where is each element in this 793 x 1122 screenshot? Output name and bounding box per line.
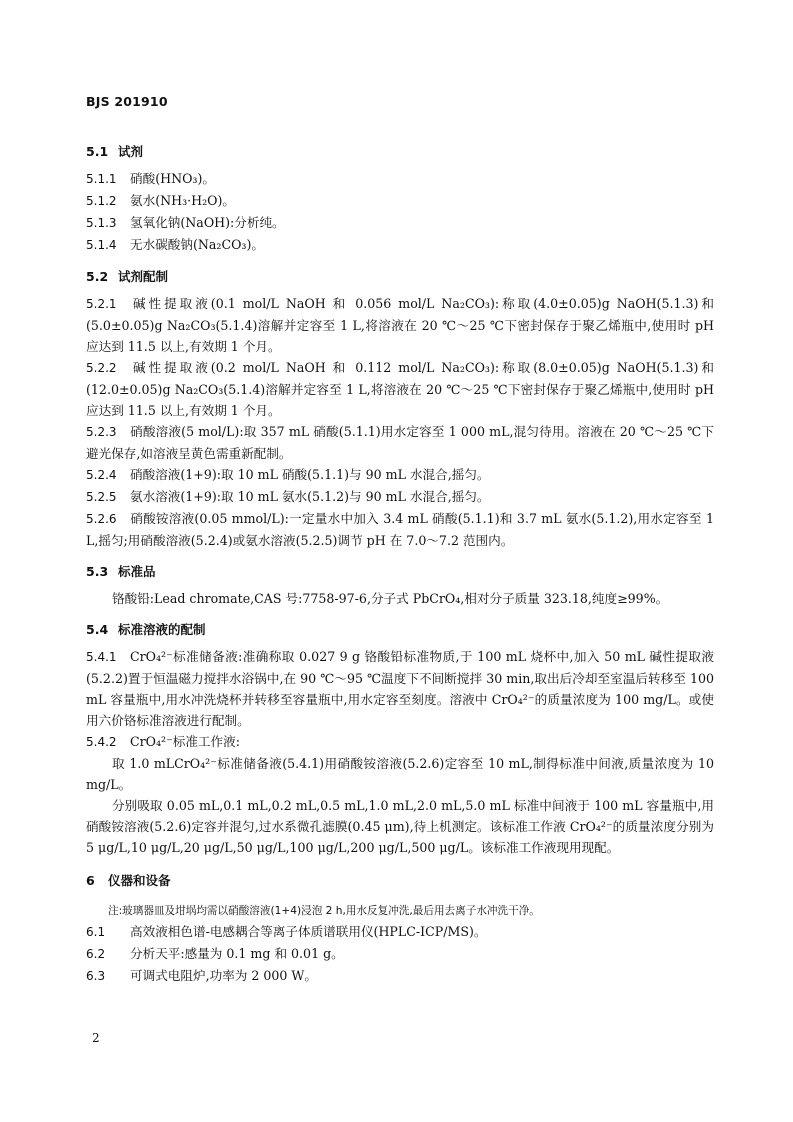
page-number: 2	[92, 1031, 100, 1045]
section-number: 5.3	[86, 564, 109, 579]
section-number: 5.2	[86, 269, 109, 284]
clause-5-1-4: 5.1.4 无水碳酸钠(Na₂CO₃)。	[86, 237, 264, 252]
section-title: 标准溶液的配制	[118, 622, 206, 637]
clause-5-2-6: 5.2.6 硝酸铵溶液(0.05 mmol/L):一定量水中加入 3.4 mL 硝酸(5.1.1)和 3.7 mL 氨水(5.1.2),用水定容至 1 L,摇匀;用硝酸溶液(5.2.4)或氨水溶液(5.2.5)调节 pH 在 7.0～7.2 范围内。	[86, 511, 714, 548]
section-title: 仪器和设备	[108, 873, 171, 888]
working-solution-paragraph: 分别吸取 0.05 mL,0.1 mL,0.2 mL,0.5 mL,1.0 mL,2.0 mL,5.0 mL 标准中间液于 100 mL 容量瓶中,用硝酸铵溶液(5.2.6)定容并混匀,过水系微孔滤膜(0.45 μm),待上机测定。该标准工作液 CrO₄²⁻的质量浓度分别为 5 μg/L,10 μg/L,20 μg/L,50 μg/L,100 μg/L,200 μg/L,500 μg/L。该标准工作液现用现配。	[86, 798, 714, 855]
clause-5-4-2: 5.4.2 CrO₄²⁻标准工作液:	[86, 734, 240, 749]
section-title: 试剂配制	[118, 269, 169, 284]
section-title: 试剂	[118, 144, 144, 159]
standard-substance-paragraph: 铬酸铅:Lead chromate,CAS 号:7758-97-6,分子式 PbCrO₄,相对分子质量 323.18,纯度≥99%。	[112, 591, 669, 606]
section-number: 6	[86, 873, 95, 888]
clause-5-2-5: 5.2.5 氨水溶液(1+9):取 10 mL 氨水(5.1.2)与 90 mL 水混合,摇匀。	[86, 489, 490, 504]
section-title: 标准品	[118, 564, 156, 579]
clause-6-3: 6.3 可调式电阻炉,功率为 2 000 W。	[86, 968, 317, 983]
section-5-2-heading	[86, 266, 714, 287]
intermediate-solution-paragraph: 取 1.0 mLCrO₄²⁻标准储备液(5.4.1)用硝酸铵溶液(5.2.6)定容至 10 mL,制得标准中间液,质量浓度为 10 mg/L。	[86, 756, 714, 792]
clause-5-1-1: 5.1.1 硝酸(HNO₃)。	[86, 171, 215, 186]
clause-5-2-1: 5.2.1 碱性提取液(0.1 mol/L NaOH 和 0.056 mol/L Na₂CO₃):称取(4.0±0.05)g NaOH(5.1.3)和(5.0±0.05)g Na₂CO₃(5.1.4)溶解并定容至 1 L,将溶液在 20 ℃～25 ℃下密封保存于聚乙烯瓶中,使用时 pH 应达到 11.5 以上,有效期 1 个月。	[86, 296, 714, 354]
section-5-3-heading	[86, 561, 714, 582]
clause-6-1: 6.1 高效液相色谱-电感耦合等离子体质谱联用仪(HPLC-ICP/MS)。	[86, 924, 487, 939]
section-5-4-heading	[86, 619, 714, 640]
clause-5-2-2: 5.2.2 碱性提取液(0.2 mol/L NaOH 和 0.112 mol/L Na₂CO₃):称取(8.0±0.05)g NaOH(5.1.3)和(12.0±0.05)g Na₂CO₃(5.1.4)溶解并定容至 1 L,将溶液在 20 ℃～25 ℃下密封保存于聚乙烯瓶中,使用时 pH 应达到 11.5 以上,有效期 1 个月。	[86, 360, 714, 418]
glassware-note: 注:玻璃器皿及坩埚均需以硝酸溶液(1+4)浸泡 2 h,用水反复冲洗,最后用去离子水冲洗干净。	[108, 905, 540, 917]
standard-code-header: BJS 201910	[86, 94, 168, 109]
section-number: 5.1	[86, 144, 109, 159]
clause-6-2: 6.2 分析天平:感量为 0.1 mg 和 0.01 g。	[86, 946, 344, 961]
document-body	[86, 141, 714, 987]
clause-5-1-2: 5.1.2 氨水(NH₃·H₂O)。	[86, 193, 236, 208]
clause-5-2-3: 5.2.3 硝酸溶液(5 mol/L):取 357 mL 硝酸(5.1.1)用水定容至 1 000 mL,混匀待用。溶液在 20 ℃～25 ℃下避光保存,如溶液呈黄色需重新配制。	[86, 424, 714, 461]
section-6-heading	[86, 870, 714, 891]
section-number: 5.4	[86, 622, 109, 637]
clause-5-1-3: 5.1.3 氢氧化钠(NaOH):分析纯。	[86, 215, 285, 230]
clause-5-4-1: 5.4.1 CrO₄²⁻标准储备液:准确称取 0.027 9 g 铬酸铅标准物质,于 100 mL 烧杯中,加入 50 mL 碱性提取液(5.2.2)置于恒温磁力搅拌水浴锅中,在 90 ℃～95 ℃温度下不间断搅拌 30 min,取出后冷却至室温后转移至 100 mL 容量瓶中,用水冲洗烧杯并转移至容量瓶中,用水定容至刻度。溶液中 CrO₄²⁻的质量浓度为 100 mg/L。或使用六价铬标准溶液进行配制。	[86, 649, 714, 728]
clause-5-2-4: 5.2.4 硝酸溶液(1+9):取 10 mL 硝酸(5.1.1)与 90 mL 水混合,摇匀。	[86, 467, 490, 482]
section-5-1-heading	[86, 141, 714, 162]
